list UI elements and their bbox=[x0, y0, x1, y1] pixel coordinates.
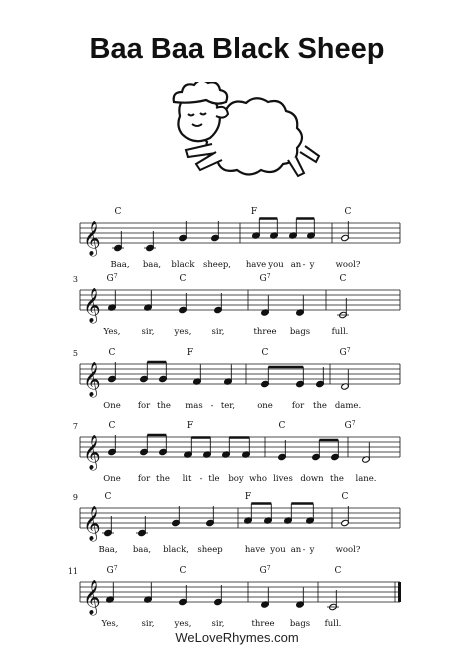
lyric-syllable: tle bbox=[208, 474, 220, 484]
lyric-syllable: One bbox=[103, 474, 121, 484]
staff-system-3 bbox=[73, 347, 400, 411]
lyric-syllable: sir, bbox=[141, 619, 155, 629]
page-title: Baa Baa Black Sheep bbox=[89, 33, 385, 65]
lyric-syllable: sir, bbox=[141, 327, 155, 337]
lyric-syllable: the bbox=[157, 401, 171, 411]
lyric-syllable: have bbox=[245, 260, 267, 270]
chord-symbol: C bbox=[341, 492, 349, 502]
lyric-syllable: full. bbox=[324, 619, 342, 629]
lyric-syllable: the bbox=[156, 474, 170, 484]
lyric-syllable: wool? bbox=[335, 260, 361, 270]
chord-symbol: $G^7$ bbox=[339, 347, 351, 358]
chord-symbol: C bbox=[108, 421, 116, 431]
lyric-syllable: for bbox=[291, 401, 305, 411]
lyric-syllable: three bbox=[251, 619, 275, 629]
lyric-syllable: lit bbox=[182, 474, 192, 484]
lyric-syllable: y bbox=[309, 545, 315, 555]
chord-symbol: F bbox=[250, 207, 258, 217]
lyric-syllable: ter, bbox=[220, 401, 236, 411]
chord-symbol: C bbox=[344, 207, 352, 217]
lyric-syllable: bags bbox=[289, 619, 311, 629]
lyric-syllable: y bbox=[309, 260, 315, 270]
staff-system-4 bbox=[73, 420, 400, 484]
lyric-syllable: boy bbox=[228, 474, 244, 484]
chord-symbol: C bbox=[278, 421, 286, 431]
treble-clef-icon: 𝄞 bbox=[83, 435, 101, 470]
chord-symbol: $G^7$ bbox=[344, 420, 356, 431]
chord-symbol: C bbox=[108, 348, 116, 358]
chord-symbol: $G^7$ bbox=[259, 565, 271, 576]
measure-number: 3 bbox=[72, 275, 78, 284]
chord-symbol: C bbox=[179, 274, 187, 284]
treble-clef-icon: 𝄞 bbox=[83, 221, 101, 256]
lyric-syllable: sheep, bbox=[202, 260, 232, 270]
lyric-syllable: sir, bbox=[211, 327, 225, 337]
lyric-syllable: you bbox=[270, 545, 286, 555]
chord-symbol: C bbox=[261, 348, 269, 358]
treble-clef-icon: 𝄞 bbox=[83, 288, 101, 323]
chord-symbol: F bbox=[186, 421, 194, 431]
lyric-syllable: - bbox=[210, 401, 214, 411]
lyric-syllable: you bbox=[268, 260, 284, 270]
chord-symbol: C bbox=[114, 207, 122, 217]
lyric-syllable: yes, bbox=[174, 619, 192, 629]
final-barline bbox=[398, 582, 401, 602]
lyric-syllable: baa, bbox=[142, 260, 162, 270]
lyric-syllable: yes, bbox=[174, 327, 192, 337]
treble-clef-icon: 𝄞 bbox=[83, 362, 101, 397]
lyric-syllable: the bbox=[330, 474, 344, 484]
chord-symbol: $G^7$ bbox=[106, 565, 118, 576]
lyric-syllable: Yes, bbox=[101, 619, 119, 629]
lyric-syllable: an bbox=[290, 545, 302, 555]
chord-symbol: C bbox=[104, 492, 112, 502]
lyric-syllable: three bbox=[253, 327, 277, 337]
measure-number: 9 bbox=[72, 493, 78, 502]
staff-system-5 bbox=[73, 492, 400, 555]
lyric-syllable: for bbox=[137, 474, 151, 484]
lyric-syllable: - bbox=[199, 474, 203, 484]
lyric-syllable: sir, bbox=[211, 619, 225, 629]
lyric-syllable: one bbox=[257, 401, 273, 411]
chord-symbol: C bbox=[339, 274, 347, 284]
treble-clef-icon: 𝄞 bbox=[83, 506, 101, 541]
lyric-syllable: baa, bbox=[132, 545, 152, 555]
staff-system-6 bbox=[68, 565, 401, 629]
lyric-syllable: - bbox=[302, 260, 306, 270]
lyric-syllable: down bbox=[300, 474, 324, 484]
lyric-syllable: black bbox=[171, 260, 195, 270]
lyric-syllable: One bbox=[103, 401, 121, 411]
lyric-syllable: lives bbox=[273, 474, 293, 484]
lyric-syllable: Baa, bbox=[110, 260, 130, 270]
chord-symbol: $G^7$ bbox=[259, 273, 271, 284]
chord-symbol: $G^7$ bbox=[106, 273, 118, 284]
lyric-syllable: - bbox=[302, 545, 306, 555]
lyric-syllable: for bbox=[137, 401, 151, 411]
lyric-syllable: mas bbox=[185, 401, 203, 411]
lyric-syllable: wool? bbox=[335, 545, 361, 555]
lyric-syllable: Baa, bbox=[98, 545, 118, 555]
chord-symbol: C bbox=[179, 566, 187, 576]
lyric-syllable: the bbox=[313, 401, 327, 411]
lyric-syllable: who bbox=[249, 474, 267, 484]
site-footer: WeLoveRhymes.com bbox=[175, 630, 299, 645]
measure-number: 7 bbox=[72, 422, 78, 431]
lyric-syllable: an bbox=[290, 260, 302, 270]
lyric-syllable: full. bbox=[331, 327, 349, 337]
staff-system-1 bbox=[80, 207, 400, 270]
measure-number: 5 bbox=[72, 349, 78, 358]
lyric-syllable: lane. bbox=[355, 474, 377, 484]
lyric-syllable: bags bbox=[289, 327, 311, 337]
chord-symbol: C bbox=[334, 566, 342, 576]
lyric-syllable: black, bbox=[163, 545, 189, 555]
chord-symbol: F bbox=[186, 348, 194, 358]
measure-number: 11 bbox=[67, 567, 78, 576]
chord-symbol: F bbox=[244, 492, 252, 502]
treble-clef-icon: 𝄞 bbox=[83, 580, 101, 615]
lyric-syllable: Yes, bbox=[103, 327, 121, 337]
lyric-syllable: have bbox=[244, 545, 266, 555]
staff-system-2 bbox=[73, 273, 400, 337]
lyric-syllable: sheep bbox=[197, 545, 223, 555]
lyric-syllable: dame. bbox=[334, 401, 362, 411]
